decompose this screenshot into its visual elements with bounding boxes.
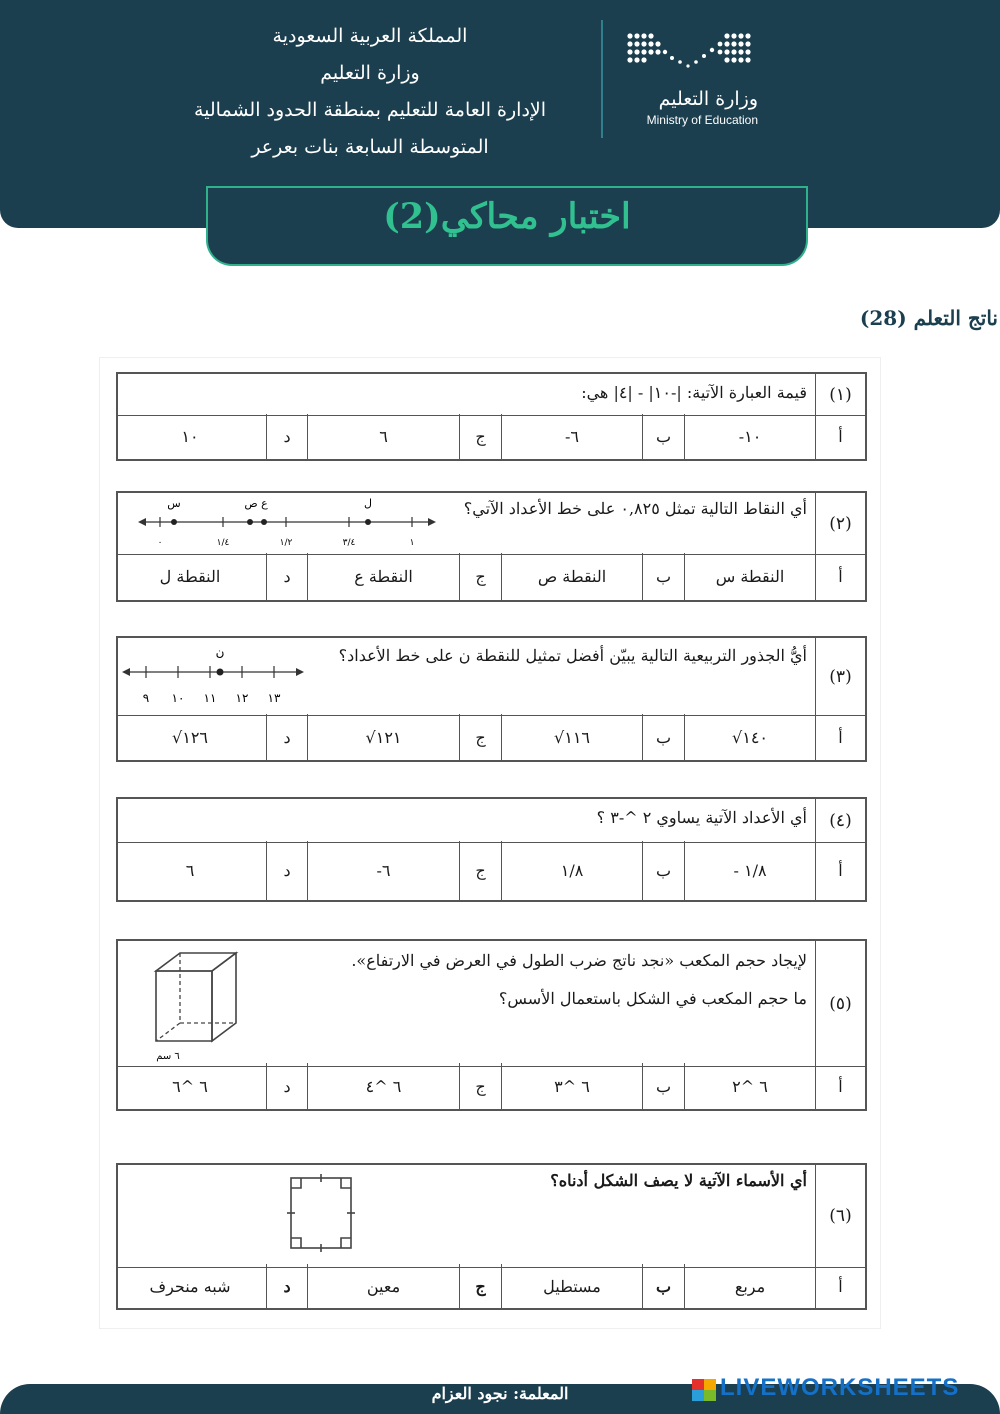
- option-letter: أ: [815, 841, 865, 900]
- option-d[interactable]: النقطة ل: [159, 567, 221, 586]
- options-row: [118, 1063, 865, 1109]
- label-s: س: [167, 497, 181, 510]
- options-row: [118, 553, 865, 600]
- tick-1: ١: [409, 538, 415, 548]
- question-row: [118, 638, 865, 716]
- question-row: [118, 374, 865, 416]
- question-row: [118, 799, 865, 843]
- option-a[interactable]: ١/٨ -: [684, 841, 815, 900]
- option-letter: ب: [642, 841, 684, 900]
- option-letter: د: [266, 841, 307, 900]
- question-3: [116, 636, 867, 762]
- tick-12: ١٢: [235, 691, 249, 705]
- question-text: لإيجاد حجم المكعب «نجد ناتج ضرب الطول في العرض في الارتفاع».: [351, 951, 807, 970]
- ministry-logo-arabic: وزارة التعليم: [658, 88, 758, 110]
- option-letter: أ: [815, 1264, 865, 1308]
- option-letter: ج: [459, 714, 501, 760]
- tick-13: ١٣: [267, 691, 281, 705]
- question-5: [116, 939, 867, 1111]
- question-text: قيمة العبارة الآتية: |-١٠| - |٤| هي:: [581, 383, 807, 402]
- label-l: ل: [364, 497, 372, 510]
- liveworksheets-logo-icon: [692, 1379, 716, 1401]
- option-letter: د: [266, 553, 307, 600]
- question-text: أي الأسماء الآتية لا يصف الشكل أدناه؟: [550, 1171, 807, 1190]
- option-a[interactable]: النقطة س: [684, 553, 815, 600]
- learning-outcome: ناتج التعلم (28): [859, 306, 998, 330]
- option-a[interactable]: مربع: [684, 1264, 815, 1308]
- option-letter: أ: [815, 414, 865, 459]
- tick-0: ٠: [157, 538, 163, 548]
- tick-quarter: ١/٤: [216, 538, 230, 548]
- point-l: [365, 519, 371, 525]
- ministry-logo-english: Ministry of Education: [646, 113, 758, 127]
- option-c[interactable]: ١٢١√: [307, 714, 459, 760]
- ministry-line: وزارة التعليم: [320, 62, 420, 84]
- option-letter: ب: [642, 1264, 684, 1308]
- tick-11: ١١: [203, 691, 217, 705]
- option-b[interactable]: مستطيل: [501, 1264, 642, 1308]
- header-divider: [601, 20, 603, 138]
- options-row: [118, 1264, 865, 1308]
- question-2: [116, 491, 867, 602]
- liveworksheets-watermark[interactable]: LIVEWORKSHEETS: [720, 1374, 960, 1401]
- tick-10: ١٠: [171, 691, 185, 705]
- option-a[interactable]: ١٤٠√: [684, 714, 815, 760]
- option-c[interactable]: ٦ ^٤: [307, 1063, 459, 1109]
- point-n: [217, 669, 224, 676]
- exam-title: اختبار محاكي(2): [383, 196, 631, 237]
- question-text: أي الأعداد الآتية يساوي ٢ ^-٣ ؟: [596, 808, 807, 827]
- option-c[interactable]: ٦-: [307, 841, 459, 900]
- option-letter: د: [266, 1264, 307, 1308]
- option-c[interactable]: معين: [307, 1264, 459, 1308]
- option-a[interactable]: ٦ ^٢: [684, 1063, 815, 1109]
- question-row: [118, 1165, 865, 1268]
- option-b[interactable]: النقطة ص: [501, 553, 642, 600]
- option-c[interactable]: النقطة ع: [307, 553, 459, 600]
- option-letter: ج: [459, 841, 501, 900]
- option-d[interactable]: ٦ ^٦: [172, 1076, 208, 1096]
- directorate-line: الإدارة العامة للتعليم بمنطقة الحدود الشمالية: [193, 99, 547, 121]
- options-row: [118, 414, 865, 459]
- option-letter: د: [266, 414, 307, 459]
- question-number: (١): [815, 374, 865, 415]
- option-a[interactable]: ١٠-: [684, 414, 815, 459]
- option-d[interactable]: ١٠: [181, 427, 199, 446]
- option-letter: ج: [459, 414, 501, 459]
- country-line: المملكة العربية السعودية: [272, 25, 468, 47]
- question-row: [118, 493, 865, 555]
- ministry-logo-dots-icon: [620, 28, 760, 74]
- option-d[interactable]: ١٢٦√: [172, 727, 208, 747]
- school-line: المتوسطة السابعة بنات بعرعر: [251, 136, 489, 158]
- option-b[interactable]: ١/٨: [501, 841, 642, 900]
- question-row: [118, 941, 865, 1067]
- exam-title-box: [206, 186, 808, 266]
- option-letter: ب: [642, 414, 684, 459]
- number-line-figure: [122, 642, 312, 712]
- question-1: [116, 372, 867, 461]
- option-letter: ب: [642, 1063, 684, 1109]
- tick-three-quarters: ٣/٤: [342, 538, 356, 548]
- options-row: [118, 841, 865, 900]
- option-b[interactable]: ١١٦√: [501, 714, 642, 760]
- cube-side-label: ٦ سم: [156, 1051, 180, 1062]
- question-number: (٥): [815, 941, 865, 1066]
- option-letter: أ: [815, 714, 865, 760]
- question-number: (٢): [815, 493, 865, 554]
- question-4: [116, 797, 867, 902]
- option-letter: أ: [815, 553, 865, 600]
- option-letter: ج: [459, 1063, 501, 1109]
- question-6: [116, 1163, 867, 1310]
- question-number: (٣): [815, 638, 865, 715]
- ministry-logo: [620, 28, 770, 138]
- point-sad: [261, 519, 267, 525]
- school-info: [150, 18, 590, 166]
- option-letter: د: [266, 714, 307, 760]
- point-a: [247, 519, 253, 525]
- cube-figure: [148, 943, 248, 1065]
- question-text-2: ما حجم المكعب في الشكل باستعمال الأسس؟: [498, 989, 807, 1008]
- option-letter: أ: [815, 1063, 865, 1109]
- option-letter: ب: [642, 553, 684, 600]
- question-text: أيُّ الجذور التربيعية التالية يبيّن أفضل تمثيل للنقطة ن على خط الأعداد؟: [338, 646, 807, 665]
- question-number: (٤): [815, 799, 865, 842]
- tick-half: ١/٢: [279, 538, 293, 548]
- option-letter: ج: [459, 1264, 501, 1308]
- question-text: أي النقاط التالية تمثل ٠,٨٢٥ على خط الأعداد الآتي؟: [463, 499, 807, 518]
- option-d[interactable]: ٦: [185, 861, 195, 880]
- question-number: (٦): [815, 1165, 865, 1267]
- option-d[interactable]: شبه منحرف: [149, 1276, 231, 1296]
- option-b[interactable]: ٦ ^٣: [501, 1063, 642, 1109]
- options-row: [118, 714, 865, 760]
- option-letter: ب: [642, 714, 684, 760]
- option-letter: د: [266, 1063, 307, 1109]
- point-s: [171, 519, 177, 525]
- teacher-name: المعلمة: نجود العزام: [431, 1384, 569, 1403]
- label-n: ن: [215, 645, 225, 659]
- option-b[interactable]: ٦-: [501, 414, 642, 459]
- option-c[interactable]: ٦: [307, 414, 459, 459]
- option-letter: ج: [459, 553, 501, 600]
- label-a-sad: ع ص: [244, 497, 268, 510]
- tick-9: ٩: [142, 691, 150, 705]
- number-line-figure: [138, 495, 438, 553]
- square-figure: [286, 1173, 356, 1253]
